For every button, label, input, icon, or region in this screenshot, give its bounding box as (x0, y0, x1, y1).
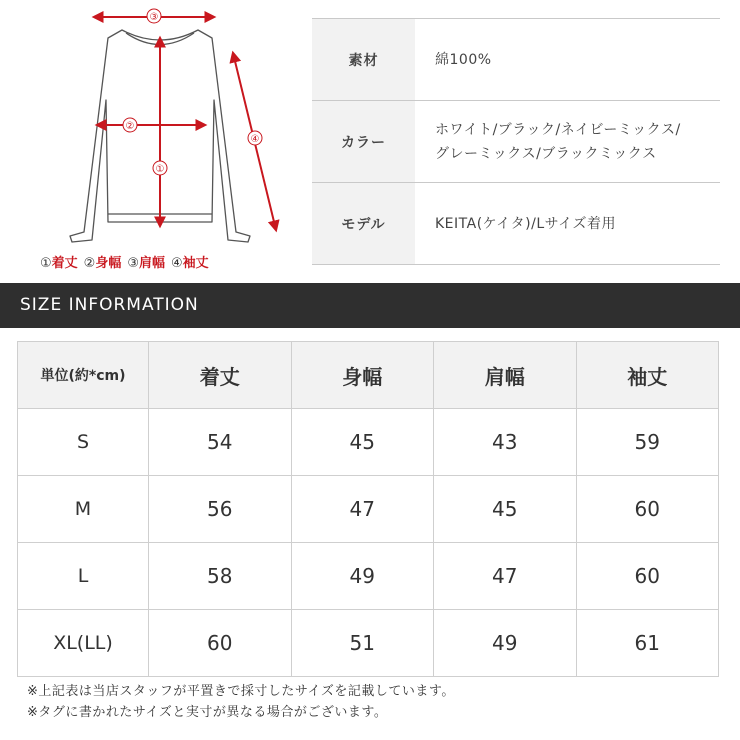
spec-value: 綿100% (415, 19, 720, 101)
spec-table (312, 18, 720, 265)
marker-2: ② (125, 121, 135, 132)
spec-row-color (312, 101, 720, 183)
table-cell: 49 (434, 610, 577, 677)
legend-item-length: ①着丈 (40, 256, 78, 271)
table-cell: 61 (576, 610, 719, 677)
table-cell: 51 (291, 610, 434, 677)
table-row (18, 409, 719, 476)
marker-4: ④ (250, 134, 260, 145)
table-row (18, 476, 719, 543)
table-row (18, 610, 719, 677)
table-cell: 54 (149, 409, 292, 476)
spec-value: KEITA(ケイタ)/Lサイズ着用 (415, 183, 720, 265)
spec-key: 素材 (312, 19, 415, 101)
measurement-notes (27, 681, 455, 723)
spec-row-model (312, 183, 720, 265)
spec-key: モデル (312, 183, 415, 265)
header-shoulder-width: 肩幅 (434, 342, 577, 409)
header-length: 着丈 (149, 342, 292, 409)
table-cell: 49 (291, 543, 434, 610)
table-cell: 58 (149, 543, 292, 610)
table-cell: 60 (576, 543, 719, 610)
note-line: ※上記表は当店スタッフが平置きで採寸したサイズを記載しています。 (27, 684, 455, 699)
size-label: S (18, 409, 149, 476)
table-cell: 56 (149, 476, 292, 543)
table-cell: 60 (576, 476, 719, 543)
legend-item-body-width: ②身幅 (83, 256, 122, 271)
header-sleeve-length: 袖丈 (576, 342, 719, 409)
measurement-legend (40, 252, 280, 271)
table-cell: 47 (434, 543, 577, 610)
table-cell: 43 (434, 409, 577, 476)
table-cell: 59 (576, 409, 719, 476)
marker-3: ③ (149, 12, 159, 23)
table-cell: 45 (434, 476, 577, 543)
garment-measurement-diagram (0, 0, 300, 280)
size-table (17, 341, 719, 677)
size-label: M (18, 476, 149, 543)
note-line: ※タグに書かれたサイズと実寸が異なる場合がございます。 (27, 705, 388, 720)
size-label: L (18, 543, 149, 610)
table-cell: 47 (291, 476, 434, 543)
table-row (18, 543, 719, 610)
header-body-width: 身幅 (291, 342, 434, 409)
header-unit: 単位(約*cm) (18, 342, 149, 409)
spec-value-line: ホワイト/ブラック/ネイビーミックス/ (435, 121, 681, 138)
spec-row-material (312, 19, 720, 101)
spec-key: カラー (312, 101, 415, 183)
spec-value (415, 101, 720, 183)
size-table-header (18, 342, 719, 409)
marker-1: ① (155, 164, 165, 175)
spec-value-line: グレーミックス/ブラックミックス (435, 145, 657, 162)
legend-item-shoulder-width: ③肩幅 (127, 256, 166, 271)
table-cell: 60 (149, 610, 292, 677)
size-information-banner: SIZE INFORMATION (0, 283, 740, 328)
legend-item-sleeve-length: ④袖丈 (171, 256, 209, 271)
table-cell: 45 (291, 409, 434, 476)
size-label: XL(LL) (18, 610, 149, 677)
